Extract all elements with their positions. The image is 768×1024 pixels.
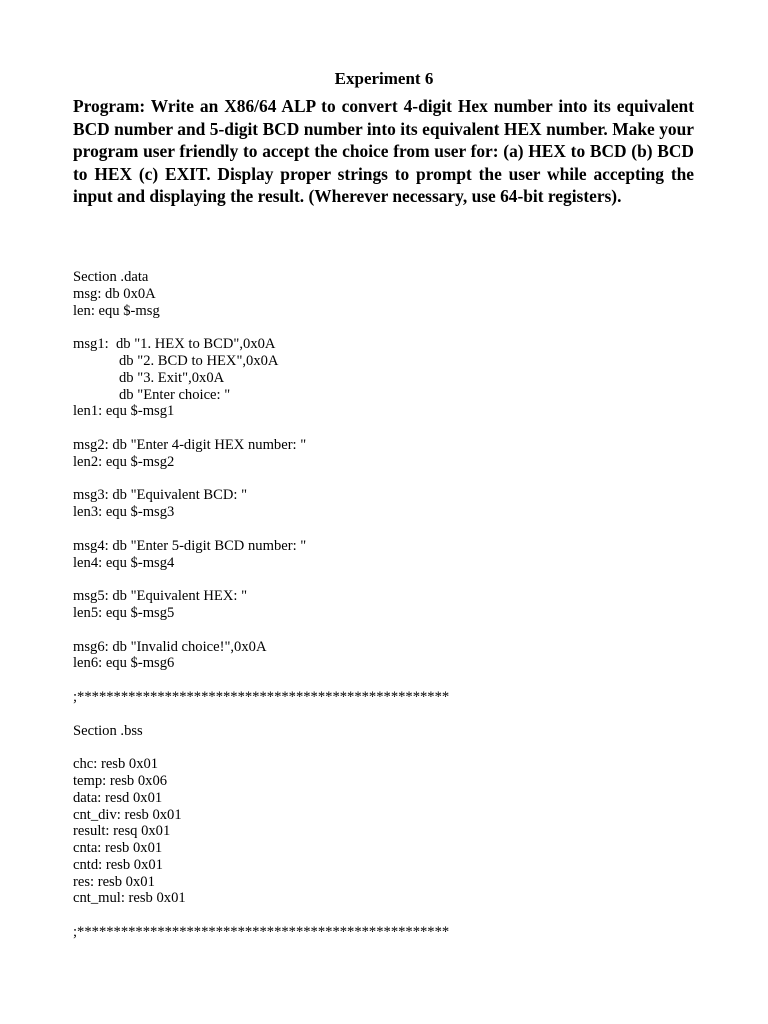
code-line: len3: equ $-msg3 <box>73 504 175 521</box>
program-label: Program <box>73 96 140 116</box>
code-line: msg6: db "Invalid choice!",0x0A <box>73 638 267 655</box>
code-line: msg1: db "1. HEX to BCD",0x0A <box>73 336 276 353</box>
code-line: res: resb 0x01 <box>73 873 155 890</box>
code-line: len5: equ $-msg5 <box>73 604 175 621</box>
code-line: msg2: db "Enter 4-digit HEX number: " <box>73 436 307 453</box>
code-line <box>73 706 713 723</box>
code-line <box>73 471 713 488</box>
code-line <box>73 622 713 639</box>
code-line: Section .bss <box>73 722 143 739</box>
code-line: cnt_mul: resb 0x01 <box>73 890 186 907</box>
code-line: db "3. Exit",0x0A <box>119 369 225 386</box>
code-line: ;*************************************************** <box>73 688 450 705</box>
problem-statement <box>73 95 694 208</box>
code-line: len2: equ $-msg2 <box>73 453 175 470</box>
code-line: msg: db 0x0A <box>73 285 156 302</box>
code-line: msg5: db "Equivalent HEX: " <box>73 588 248 605</box>
code-line <box>73 521 713 538</box>
code-line: Section .data <box>73 269 149 285</box>
code-line: cnta: resb 0x01 <box>73 840 163 857</box>
code-listing <box>73 269 713 941</box>
code-line: msg3: db "Equivalent BCD: " <box>73 487 248 504</box>
code-line <box>73 672 713 689</box>
program-text: Write an X86/64 ALP to convert 4-digit Hex number into its equivalent BCD number and 5-digit BCD number into its equivalent HEX number. Make your program user friendly to accept the choice from user for: (a) HEX to BCD (b) BCD to HEX (c) EXIT. Display proper strings to prompt the user while accepting the input and displaying the result. (Wherever necessary, use 64-bit registers). <box>73 96 694 207</box>
code-line: len1: equ $-msg1 <box>73 403 175 420</box>
code-line: data: resd 0x01 <box>73 789 163 806</box>
code-line: len: equ $-msg <box>73 302 160 319</box>
program-separator: : <box>139 96 151 116</box>
code-line: db "2. BCD to HEX",0x0A <box>119 352 279 369</box>
code-line: result: resq 0x01 <box>73 823 171 840</box>
code-line <box>73 907 713 924</box>
code-line: cnt_div: resb 0x01 <box>73 806 182 823</box>
code-line: msg4: db "Enter 5-digit BCD number: " <box>73 537 307 554</box>
code-line <box>73 739 713 756</box>
code-line: cntd: resb 0x01 <box>73 856 163 873</box>
code-line <box>73 571 713 588</box>
code-line: temp: resb 0x06 <box>73 772 168 789</box>
document-title: Experiment 6 <box>334 69 434 88</box>
code-line <box>73 420 713 437</box>
code-line: db "Enter choice: " <box>119 386 231 403</box>
code-line: chc: resb 0x01 <box>73 756 159 773</box>
code-line: ;*************************************************** <box>73 924 450 941</box>
code-line: len6: equ $-msg6 <box>73 655 175 672</box>
code-line <box>73 319 713 336</box>
code-line: len4: equ $-msg4 <box>73 554 175 571</box>
